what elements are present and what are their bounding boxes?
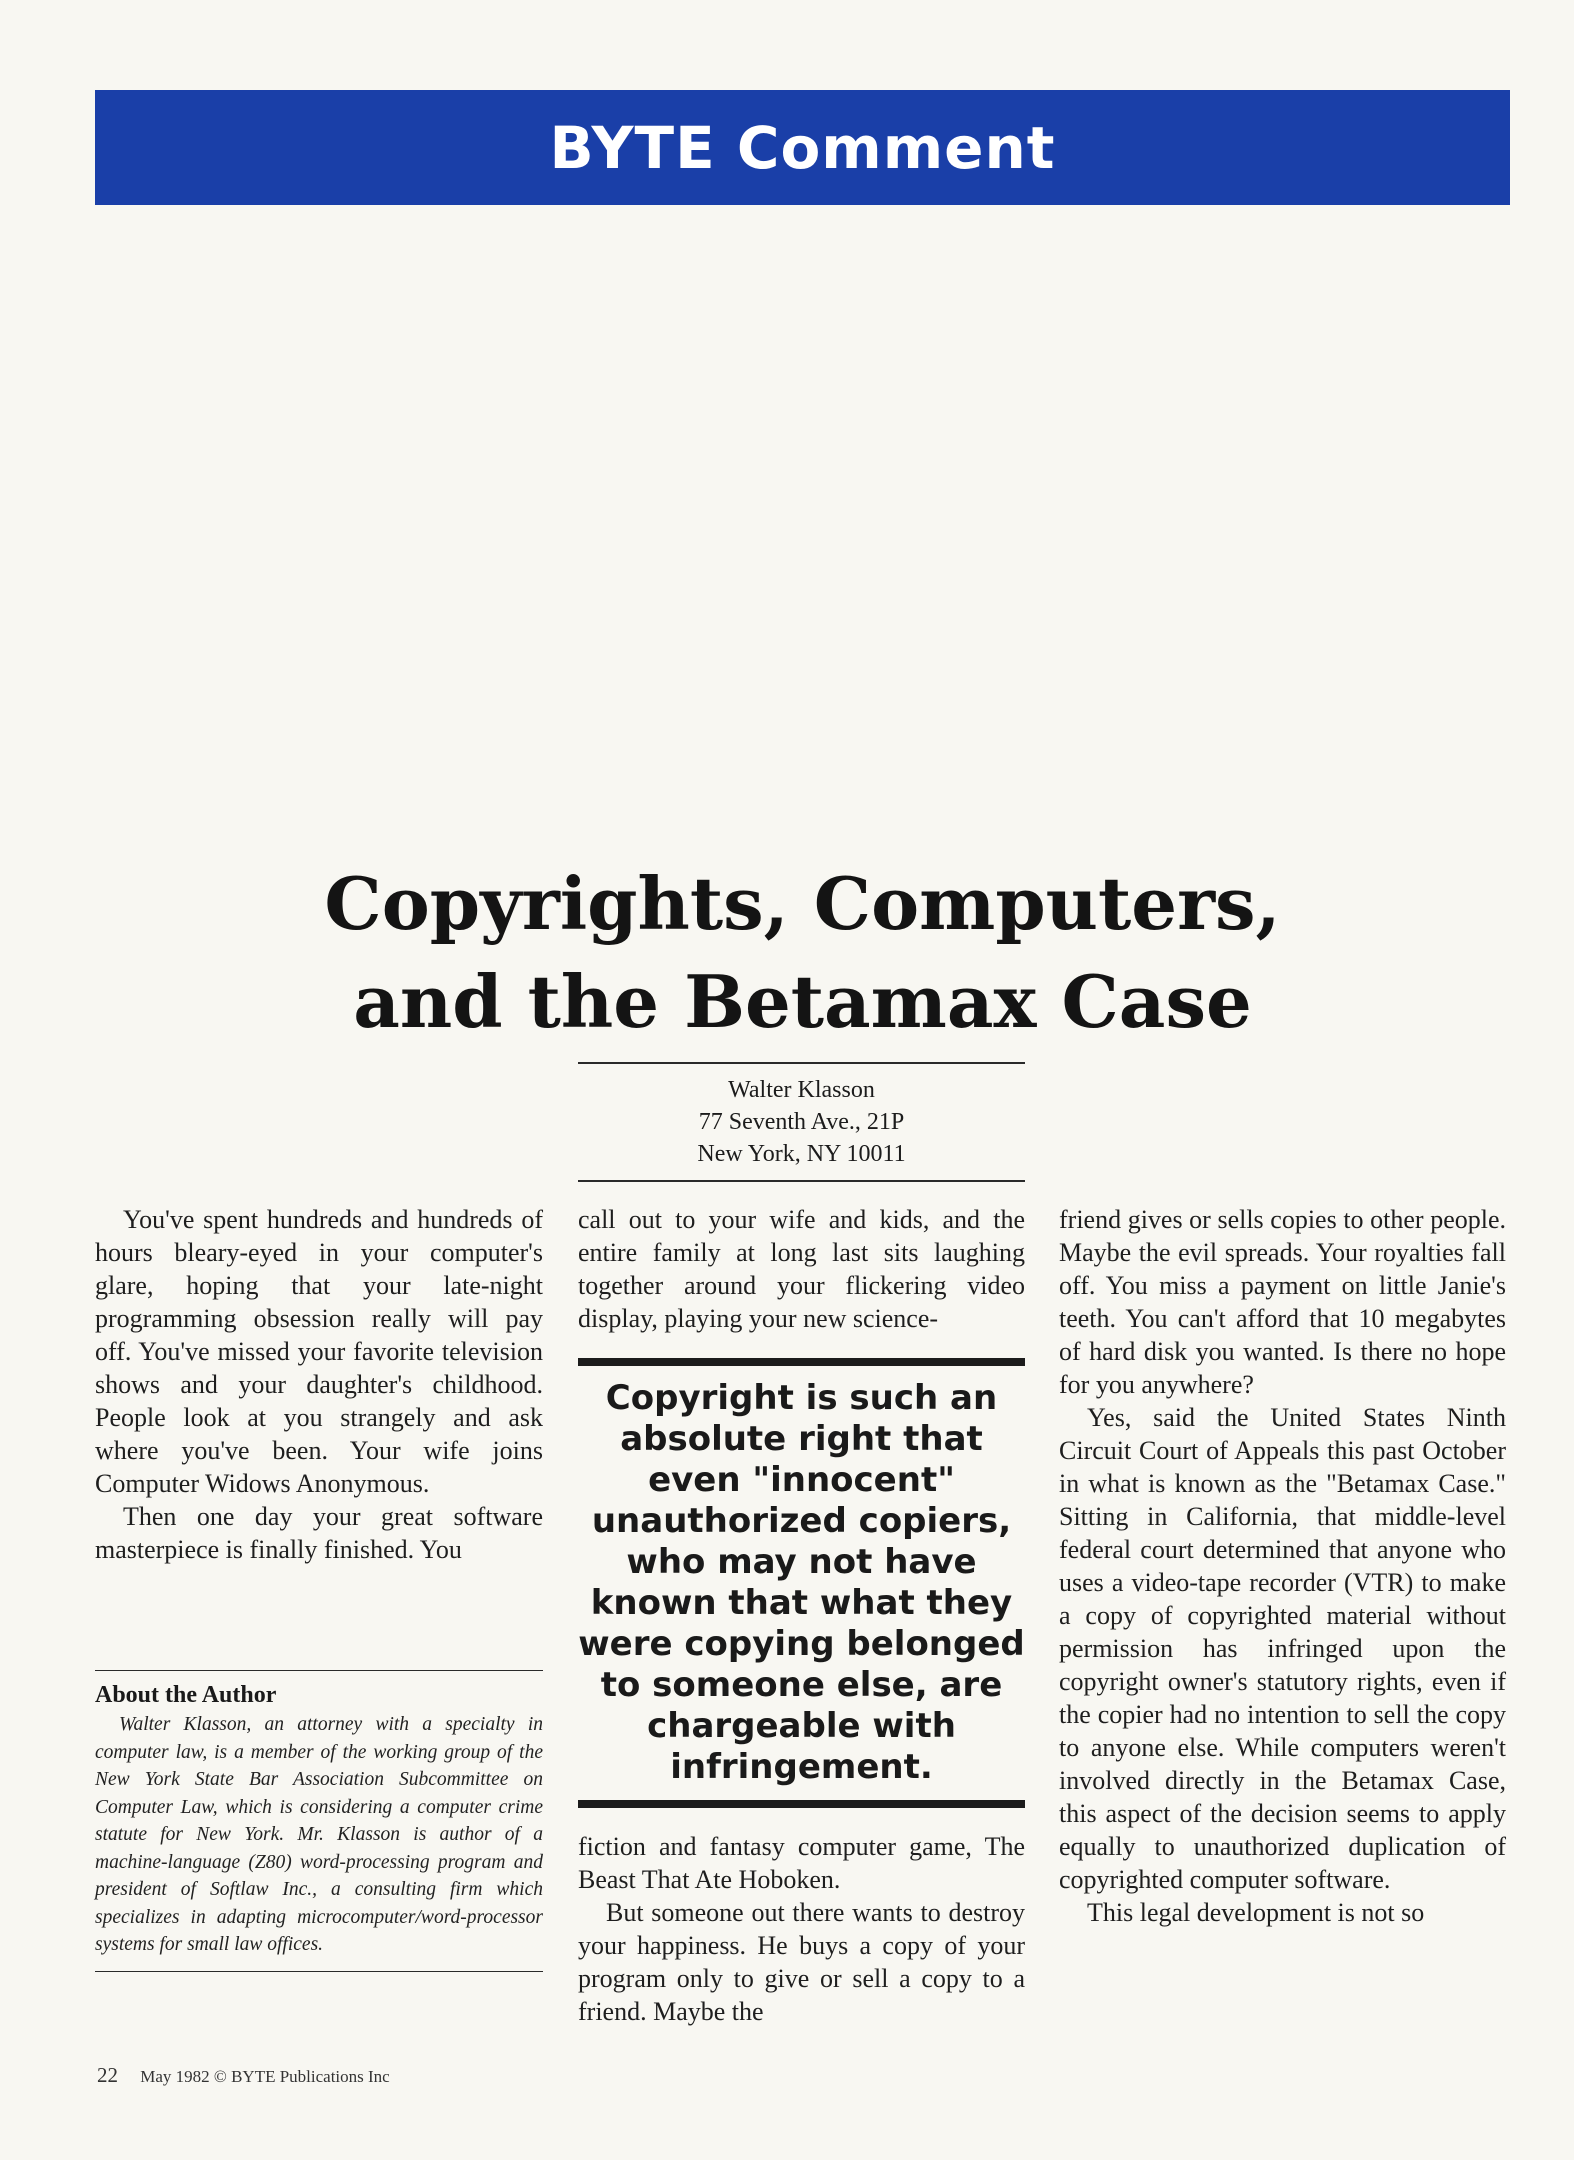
paragraph: This legal development is not so xyxy=(1087,1898,1425,1927)
paragraph: Then one day your great software masterpiece is finally finished. You xyxy=(95,1502,543,1564)
author-city: New York, NY 10011 xyxy=(697,1141,906,1167)
pull-quote xyxy=(578,1358,1025,1808)
body-column-2-bottom xyxy=(578,1830,1025,2028)
pull-quote-line: Copyright is such an xyxy=(605,1378,998,1418)
body-column-2-top xyxy=(578,1203,1025,1335)
about-author-text: Walter Klasson, an attorney with a specialty in computer law, is a member of the working group of the New York State Bar Association Subcommittee on Computer Law, which is considering a computer crime statute for New York. Mr. Klasson is author of a machine-language (Z80) word-processing program and president of Softlaw Inc., a consulting firm which specializes in adapting microcomputer/word-processor systems for small law offices. xyxy=(95,1714,543,1955)
page-footer xyxy=(97,2063,390,2088)
pull-quote-line: chargeable with xyxy=(647,1706,956,1746)
pull-quote-line: even "innocent" xyxy=(648,1460,955,1500)
about-author-heading: About the Author xyxy=(95,1682,277,1708)
body-column-3 xyxy=(1059,1203,1506,1929)
page-number: 22 xyxy=(97,2063,118,2087)
pull-quote-line: unauthorized copiers, xyxy=(591,1501,1012,1541)
paragraph: Yes, said the United States Ninth Circuit Court of Appeals this past October in what is known as the "Betamax Case." Sitting in California, that middle-level federal court determined that anyone who uses a video-tape recorder (VTR) to make a copy of copyrighted material without permission has infringed upon the copyright owner's statutory rights, even if the copier had no intention to sell the copy to anyone else. While computers weren't involved directly in the Betamax Case, this aspect of the decision seems to apply equally to unauthorized duplication of copyrighted computer software. xyxy=(1059,1403,1506,1894)
body-column-1 xyxy=(95,1203,543,1566)
issue-info: May 1982 © BYTE Publications Inc xyxy=(140,2067,390,2086)
paragraph: friend gives or sells copies to other people. Maybe the evil spreads. Your royalties fall off. You miss a payment on little Janie's teeth. You can't afford that 10 megabytes of hard disk you wanted. Is there no hope for you anywhere? xyxy=(1059,1205,1506,1399)
article-title xyxy=(95,855,1510,1051)
section-title: BYTE Comment xyxy=(549,113,1056,182)
pull-quote-line: to someone else, are xyxy=(600,1665,1003,1705)
pull-quote-line: who may not have xyxy=(626,1542,977,1582)
paragraph: But someone out there wants to destroy your happiness. He buys a copy of your program only to give or sell a copy to a friend. Maybe the xyxy=(578,1898,1025,2026)
paragraph: fiction and fantasy computer game, The Beast That Ate Hoboken. xyxy=(578,1832,1025,1894)
section-banner xyxy=(95,90,1510,205)
pull-quote-line: were copying belonged xyxy=(578,1624,1025,1664)
pull-quote-line: infringement. xyxy=(670,1747,933,1787)
article-title-line-2: and the Betamax Case xyxy=(353,959,1252,1044)
author-byline xyxy=(578,1062,1025,1182)
author-address: 77 Seventh Ave., 21P xyxy=(698,1109,905,1135)
pull-quote-line: absolute right that xyxy=(620,1419,983,1459)
paragraph: You've spent hundreds and hundreds of hours bleary-eyed in your computer's glare, hoping that your late-night programming obsession really will pay off. You've missed your favorite television shows and your daughter's childhood. People look at you strangely and ask where you've been. Your wife joins Computer Widows Anonymous. xyxy=(95,1205,543,1498)
about-author-box xyxy=(95,1670,543,1972)
pull-quote-line: known that what they xyxy=(590,1583,1013,1623)
paragraph: call out to your wife and kids, and the entire family at long last sits laughing together around your flickering video display, playing your new science- xyxy=(578,1205,1025,1333)
author-name: Walter Klasson xyxy=(728,1077,875,1103)
article-title-line-1: Copyrights, Computers, xyxy=(324,861,1281,946)
